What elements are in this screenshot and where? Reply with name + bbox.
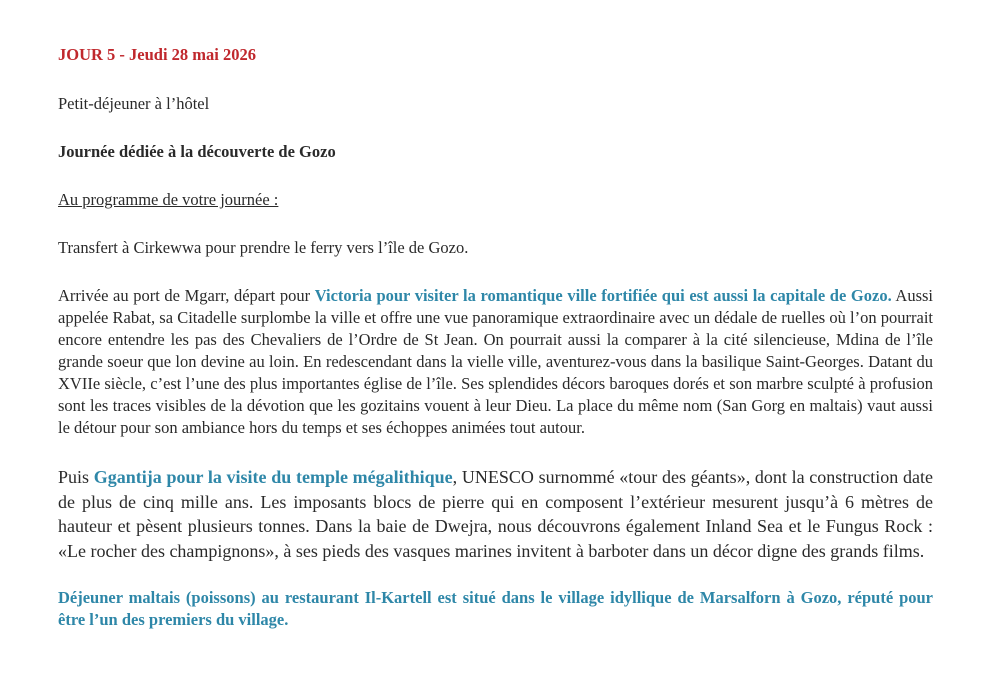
transfer-text: Transfert à Cirkewwa pour prendre le ferry vers l’île de Gozo.: [58, 238, 469, 257]
ggantija-highlight: Ggantija pour la visite du temple mégalithique: [93, 467, 453, 487]
breakfast-text: Petit-déjeuner à l’hôtel: [58, 94, 210, 113]
day-theme-heading: Journée dédiée à la découverte de Gozo: [58, 142, 336, 161]
arrival-paragraph: [58, 285, 933, 439]
ggantija-lead: Puis: [58, 467, 94, 487]
victoria-highlight: Victoria pour visiter la romantique ville fortifiée qui est aussi la capitale de Gozo.: [314, 286, 892, 305]
day-title: JOUR 5 - Jeudi 28 mai 2026: [58, 45, 256, 64]
arrival-rest: Aussi appelée Rabat, sa Citadelle surplombe la ville et offre une vue panoramique extraordinaire avec un dédale de ruelles où l’on pourrait encore entendre les pas des Chevaliers de l’Ordre de St Jean. On pourrait aussi la comparer à la cité silencieuse, Mdina de l’île grande soeur que lon devine au loin. En redescendant dans la vielle ville, aventurez-vous dans la basilique Saint-Georges. Datant du XVIIe siècle, c’est l’une des plus importantes église de l’île. Ses splendides décors baroques dorés et son marbre sculpté à profusion sont les traces visibles de la dévotion que les gozitains vouent à leur Dieu. La place du même nom (San Gorg en maltais) vaut aussi le détour pour son ambiance hors du temps et ses échoppes animées tout autour.: [58, 286, 934, 437]
ggantija-paragraph: [58, 465, 933, 563]
ggantija-rest: , UNESCO surnommé «tour des géants», dont la construction date de plus de cinq mille ans. Les imposants blocs de pierre qui en composent l’extérieur mesurent jusqu’à 6 mètres de hauteur et pèsent plusieurs tonnes. Dans la baie de Dwejra, nous découvrons également Inland Sea et le Fungus Rock : «Le rocher des champignons», à ses pieds des vasques marines invitent à barboter dans un décor digne des grands films.: [58, 467, 933, 561]
program-heading: Au programme de votre journée :: [58, 190, 279, 209]
lunch-highlight: Déjeuner maltais (poissons) au restaurant Il-Kartell est situé dans le village idyllique de Marsalforn à Gozo, réputé pour être l’un des premiers du village.: [58, 588, 933, 629]
arrival-lead: Arrivée au port de Mgarr, départ pour: [58, 286, 315, 305]
itinerary-page: [58, 44, 933, 657]
